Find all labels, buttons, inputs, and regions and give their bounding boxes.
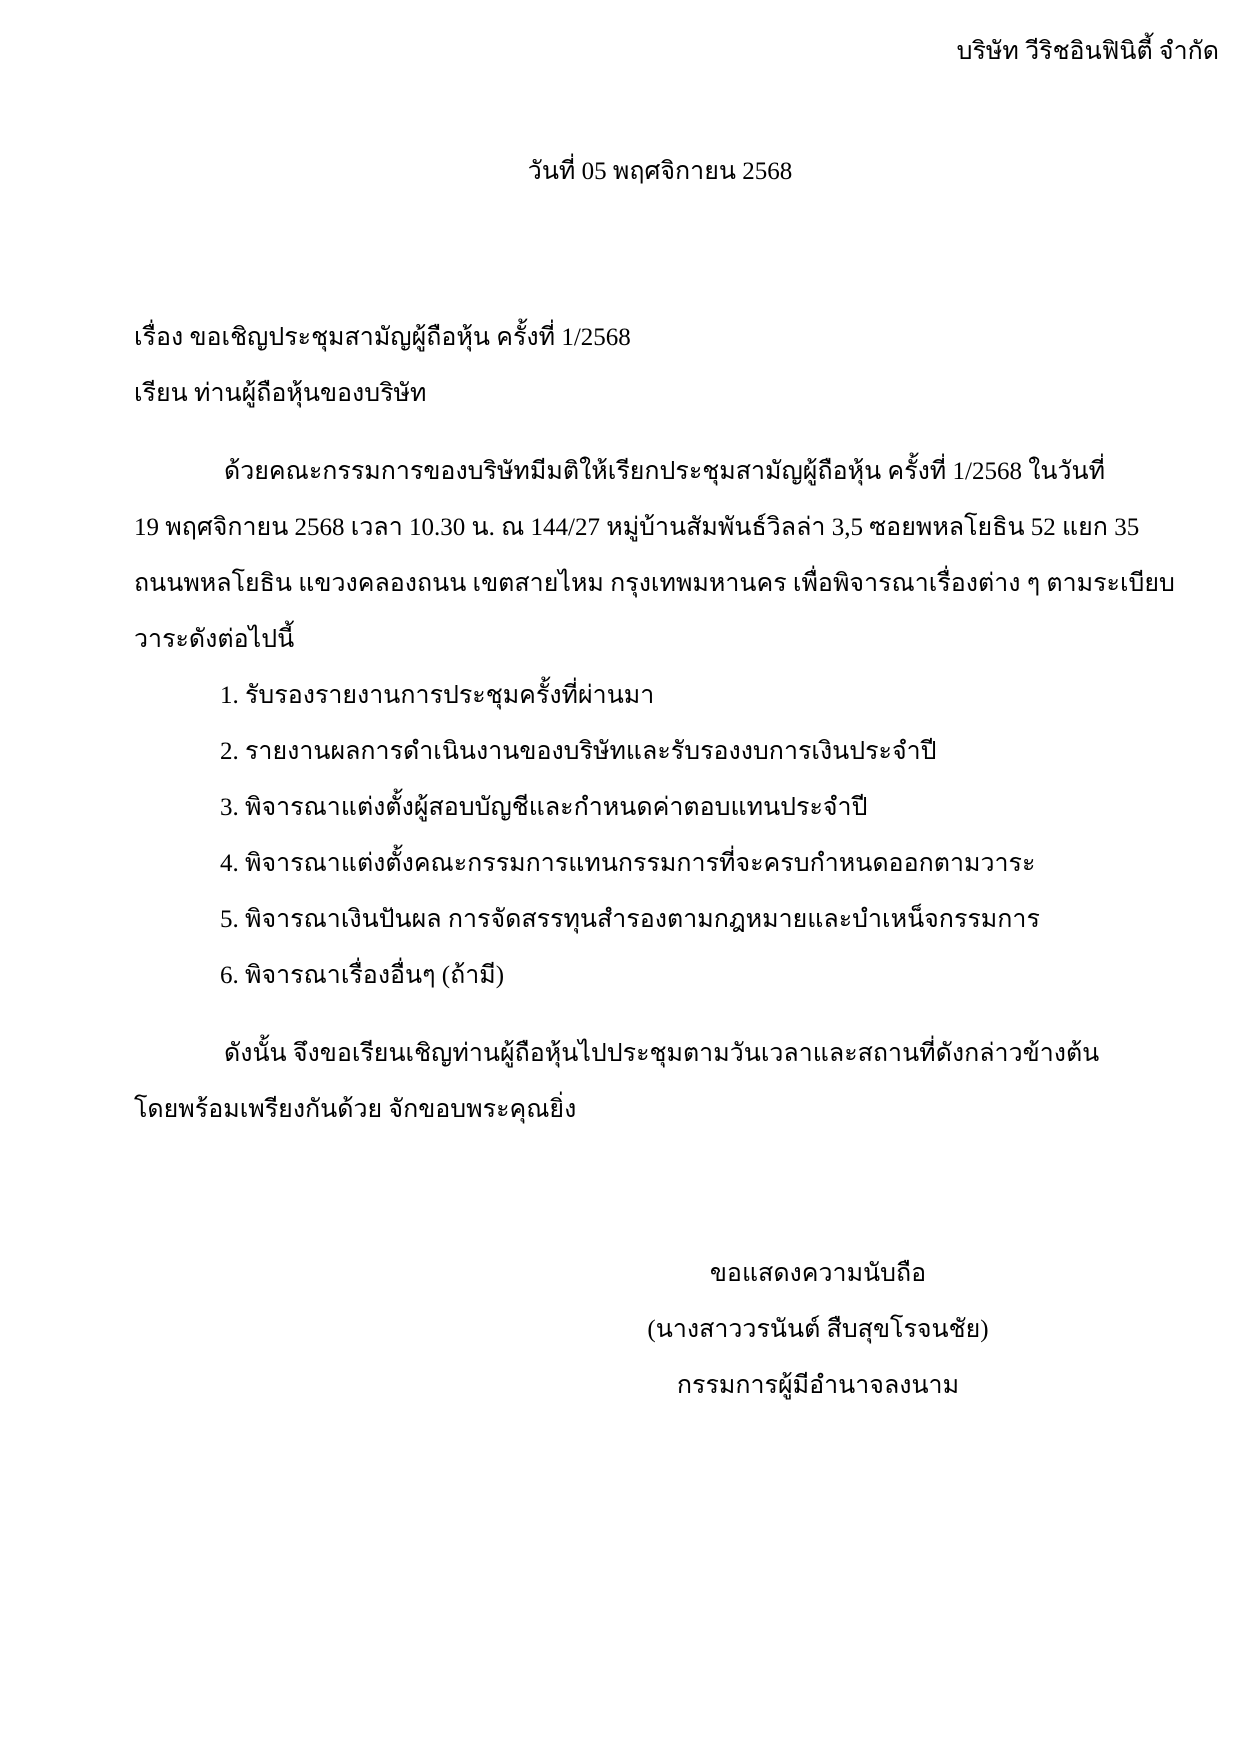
date-line: วันที่ 05 พฤศจิกายน 2568 (527, 158, 793, 185)
agenda-item: 5. พิจารณาเงินปันผล การจัดสรรทุนสำรองตามกฎหมายและบำเหน็จกรรมการ (220, 906, 1040, 933)
body-line: ด้วยคณะกรรมการของบริษัทมีมติให้เรียกประชุมสามัญผู้ถือหุ้น ครั้งที่ 1/2568 ในวันที่ (224, 458, 1106, 485)
agenda-item: 1. รับรองรายงานการประชุมครั้งที่ผ่านมา (220, 682, 655, 709)
subject-line: เรื่อง ขอเชิญประชุมสามัญผู้ถือหุ้น ครั้งที่ 1/2568 (134, 324, 631, 351)
body-line: ถนนพหลโยธิน แขวงคลองถนน เขตสายไหม กรุงเทพมหานคร เพื่อพิจารณาเรื่องต่าง ๆ ตามระเบียบ (134, 570, 1175, 597)
signatory-title: กรรมการผู้มีอำนาจลงนาม (676, 1372, 960, 1399)
agenda-item: 3. พิจารณาแต่งตั้งผู้สอบบัญชีและกำหนดค่าตอบแทนประจำปี (220, 794, 868, 821)
agenda-item: 2. รายงานผลการดำเนินงานของบริษัทและรับรองงบการเงินประจำปี (220, 738, 937, 765)
body-line: วาระดังต่อไปนี้ (134, 626, 295, 653)
agenda-item: 4. พิจารณาแต่งตั้งคณะกรรมการแทนกรรมการที่จะครบกำหนดออกตามวาระ (220, 850, 1036, 877)
signature-salutation: ขอแสดงความนับถือ (709, 1260, 927, 1287)
recipient-line: เรียน ท่านผู้ถือหุ้นของบริษัท (134, 380, 427, 407)
signatory-name: (นางสาววรนันต์ สืบสุขโรจนชัย) (647, 1316, 989, 1343)
closing-line: โดยพร้อมเพรียงกันด้วย จักขอบพระคุณยิ่ง (134, 1096, 577, 1123)
agenda-item: 6. พิจารณาเรื่องอื่นๆ (ถ้ามี) (220, 962, 505, 989)
body-line: 19 พฤศจิกายน 2568 เวลา 10.30 น. ณ 144/27 หมู่บ้านสัมพันธ์วิลล่า 3,5 ซอยพหลโยธิน 52 แยก 35 (134, 514, 1140, 541)
company-name: บริษัท วีริชอินฟินิตี้ จำกัด (956, 38, 1219, 65)
closing-line: ดังนั้น จึงขอเรียนเชิญท่านผู้ถือหุ้นไปประชุมตามวันเวลาและสถานที่ดังกล่าวข้างต้น (224, 1040, 1100, 1067)
